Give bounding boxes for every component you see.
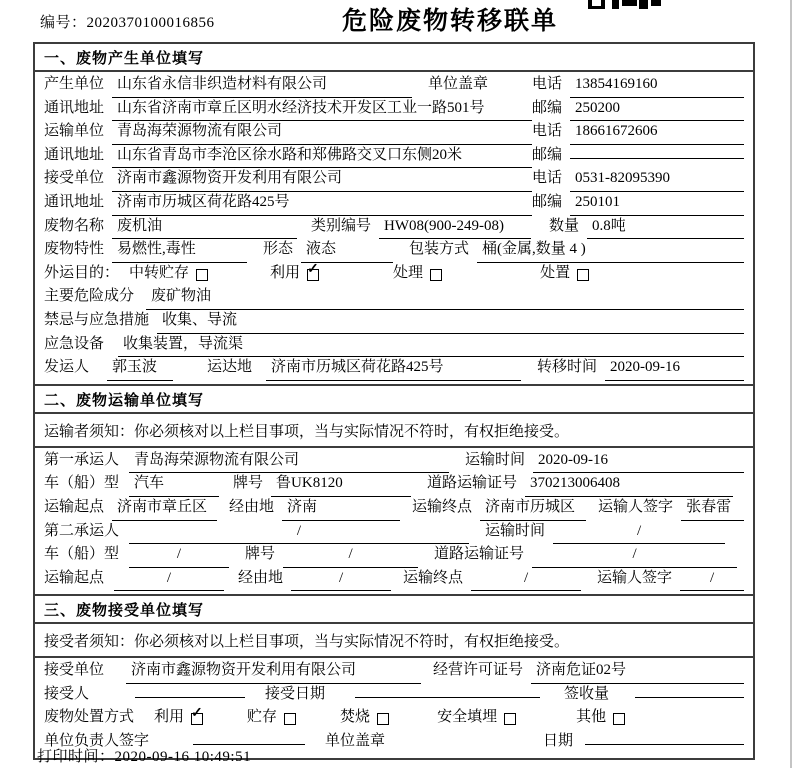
field-value: / — [291, 567, 391, 592]
checkbox-label: 安全填埋 — [437, 709, 498, 726]
field-label: 应急设备 — [44, 335, 105, 352]
field-label: 牌号 — [245, 546, 276, 563]
row-left — [44, 144, 532, 169]
checkbox-label: 处理 — [393, 264, 424, 281]
field-value: 250101 — [570, 191, 744, 216]
checkbox-label: 其他 — [576, 709, 607, 726]
field-label: 产生单位 — [44, 76, 105, 92]
checkbox-unchecked-icon — [613, 713, 625, 725]
row-left — [44, 73, 532, 98]
checkbox-field — [247, 706, 296, 730]
field-value: 废机油 — [112, 215, 297, 240]
field-value: 易燃性,毒性 — [112, 238, 247, 263]
row-left — [44, 167, 532, 192]
field-label: 牌号 — [233, 475, 264, 492]
checkbox-label: 利用 — [270, 264, 301, 281]
doc-number — [40, 11, 215, 32]
field-label: 日期 — [543, 733, 574, 750]
field-label: 转移时间 — [537, 359, 598, 376]
field-value: 汽车 — [129, 472, 219, 497]
checkbox-unchecked-icon — [577, 269, 589, 281]
field-value: 鲁UK8120 — [271, 472, 411, 497]
field-value: 山东省青岛市李沧区徐水路和郑佛路交叉口东侧20米 — [112, 144, 532, 169]
field-label: 电话 — [532, 76, 563, 92]
field-label: 数量 — [549, 217, 580, 234]
field-label: 第一承运人 — [44, 451, 120, 468]
field-value: 2020-09-16 — [533, 449, 744, 474]
field-value: 0.8吨 — [587, 215, 744, 240]
field-value: 370213006408 — [525, 472, 733, 497]
checkbox-label: 利用 — [154, 709, 185, 726]
row-left — [44, 262, 744, 286]
row-right — [532, 167, 744, 192]
section-receiver-title: 三、废物接受单位填写 — [35, 596, 753, 624]
field-label: 废物特性 — [44, 241, 105, 258]
row-left — [44, 215, 744, 240]
field-value — [135, 683, 245, 698]
row-left — [44, 472, 744, 497]
field-label: 运输时间 — [485, 522, 546, 539]
field-value — [585, 730, 744, 745]
qr-block — [639, 0, 648, 9]
row-right — [532, 97, 744, 122]
checkbox-unchecked-icon — [430, 269, 442, 281]
field-value: 收集装置，导流渠 — [118, 333, 744, 358]
field-value: 青岛海荣源物流有限公司 — [112, 120, 532, 145]
field-label: 包装方式 — [409, 241, 470, 258]
checkbox-field — [540, 262, 589, 286]
field-label: 单位负责人签字 — [44, 733, 150, 750]
field-label: 邮编 — [532, 99, 563, 116]
field-value: / — [283, 543, 418, 568]
row-left — [44, 496, 744, 521]
field-value: 桶(金属,数量 4 ) — [477, 238, 744, 263]
form-row — [44, 449, 744, 473]
field-value: HW08(900-249-08) — [379, 215, 531, 240]
transporter-notice: 运输者须知：你必须核对以上栏目事项，当与实际情况不符时，有权拒绝接受。 — [35, 414, 753, 448]
qr-code-fragment — [588, 0, 661, 9]
field-label: 通讯地址 — [44, 146, 105, 163]
row-left — [44, 309, 744, 334]
qr-block — [622, 0, 637, 6]
field-label: 发运人 — [44, 359, 90, 376]
field-label: 运输时间 — [465, 451, 526, 468]
form-row — [44, 356, 744, 380]
form-row — [44, 97, 744, 121]
form-row — [44, 262, 744, 286]
form-row — [44, 144, 744, 168]
field-label: 道路运输证号 — [427, 475, 518, 492]
field-value — [570, 144, 744, 159]
section-producer — [35, 44, 753, 384]
field-label: 第二承运人 — [44, 522, 120, 539]
receiver-notice: 接受者须知：你必须核对以上栏目事项，当与实际情况不符时，有权拒绝接受。 — [35, 624, 753, 658]
field-value: 山东省永信非织造材料有限公司 — [112, 73, 412, 98]
form-row — [44, 706, 744, 730]
field-value: / — [680, 567, 744, 592]
field-label: 接受单位 — [44, 170, 105, 187]
section-receiver-rows — [35, 658, 753, 757]
row-left — [44, 706, 744, 730]
field-label: 电话 — [532, 123, 563, 140]
field-label: 通讯地址 — [44, 193, 105, 210]
field-label: 运达地 — [207, 359, 253, 376]
form-row — [44, 683, 744, 707]
field-label: 形态 — [263, 241, 294, 258]
checkbox-unchecked-icon — [504, 713, 516, 725]
checkbox-label: 贮存 — [247, 709, 278, 726]
field-label: 通讯地址 — [44, 99, 105, 116]
field-value: 济南市鑫源物资开发利用有限公司 — [112, 167, 532, 192]
field-value: 济南 — [282, 496, 400, 521]
section-producer-rows — [35, 72, 753, 384]
field-label: 运输起点 — [44, 569, 105, 586]
field-value: 济南市历城区荷花路425号 — [266, 356, 521, 381]
field-value: 张春雷 — [681, 496, 744, 521]
doc-number-value: 2020370100016856 — [86, 15, 215, 31]
row-left — [44, 333, 744, 358]
qr-block — [612, 0, 619, 9]
field-label: 经由地 — [238, 569, 284, 586]
row-right — [532, 191, 744, 216]
field-label: 类别编号 — [311, 217, 372, 234]
field-value: 济南市鑫源物资开发利用有限公司 — [126, 659, 421, 684]
field-label: 单位盖章 — [325, 733, 386, 750]
field-label: 道路运输证号 — [434, 546, 525, 563]
print-time-value: 2020-09-16 10:49:51 — [114, 749, 252, 765]
row-left — [44, 191, 532, 216]
row-left — [44, 683, 744, 707]
field-label: 邮编 — [532, 146, 563, 163]
field-value: 济南危证02号 — [531, 659, 744, 684]
field-value: 青岛海荣源物流有限公司 — [129, 449, 449, 474]
field-label: 接受日期 — [265, 685, 326, 702]
field-label: 签收量 — [564, 685, 610, 702]
checkbox-unchecked-icon — [377, 713, 389, 725]
form-row — [44, 543, 744, 567]
form-row — [44, 191, 744, 215]
row-right — [532, 144, 744, 168]
section-transporter — [35, 384, 753, 595]
checkbox-checked-icon — [191, 713, 203, 725]
field-label: 运输人签字 — [597, 569, 673, 586]
field-label: 运输终点 — [412, 498, 473, 515]
form-row — [44, 73, 744, 97]
checkbox-field — [129, 262, 208, 286]
row-left — [44, 97, 532, 122]
field-label: 废物名称 — [44, 217, 105, 234]
form-row — [44, 333, 744, 357]
form-row — [44, 285, 744, 309]
field-label: 电话 — [532, 170, 563, 187]
field-value: 2020-09-16 — [605, 356, 744, 381]
field-label: 车（船）型 — [44, 475, 120, 492]
section-receiver — [35, 594, 753, 757]
qr-block — [588, 0, 605, 9]
form-row — [44, 472, 744, 496]
field-value — [193, 730, 305, 745]
field-label: 外运目的： — [44, 264, 120, 281]
section-transporter-title: 二、废物运输单位填写 — [35, 386, 753, 414]
field-value: 18661672606 — [570, 120, 744, 145]
print-time — [37, 745, 251, 766]
checkbox-unchecked-icon — [284, 713, 296, 725]
field-label: 运输终点 — [403, 569, 464, 586]
row-right — [532, 73, 744, 98]
row-left — [44, 543, 744, 568]
form-row — [44, 215, 744, 239]
checkbox-label: 中转贮存 — [129, 264, 190, 281]
field-value: 13854169160 — [570, 73, 744, 98]
field-value — [635, 683, 744, 698]
row-right — [532, 120, 744, 145]
checkbox-field — [270, 262, 319, 286]
field-value: / — [471, 567, 581, 592]
field-value — [355, 683, 540, 698]
form-row — [44, 520, 744, 544]
section-producer-title: 一、废物产生单位填写 — [35, 44, 753, 72]
form-row — [44, 238, 744, 262]
row-left — [44, 520, 744, 545]
field-value: / — [129, 520, 469, 545]
checkbox-field — [437, 706, 516, 730]
field-value: 郭玉波 — [107, 356, 173, 381]
field-value: 山东省济南市章丘区明水经济技术开发区工业一路501号 — [112, 97, 532, 122]
field-label: 禁忌与应急措施 — [44, 311, 150, 328]
field-label: 邮编 — [532, 193, 563, 210]
row-left — [44, 120, 532, 145]
section-transporter-rows — [35, 448, 753, 595]
form-row — [44, 567, 744, 591]
field-label: 接受单位 — [44, 662, 105, 679]
row-left — [44, 238, 744, 263]
field-label: 车（船）型 — [44, 546, 120, 563]
checkbox-field — [576, 706, 625, 730]
form-row — [44, 496, 744, 520]
field-value: 济南市历城区 — [480, 496, 586, 521]
field-label: 经营许可证号 — [433, 662, 524, 679]
checkbox-field — [393, 262, 442, 286]
field-value: / — [129, 543, 229, 568]
checkbox-field — [154, 706, 203, 730]
print-time-label: 打印时间： — [37, 749, 115, 765]
form-row — [44, 167, 744, 191]
row-left — [44, 449, 744, 474]
checkbox-checked-icon — [307, 269, 319, 281]
field-label: 运输单位 — [44, 123, 105, 140]
manifest-form-table — [33, 42, 755, 760]
field-value: 济南市章丘区 — [112, 496, 217, 521]
field-value: 收集、导流 — [157, 309, 744, 334]
checkbox-label: 焚烧 — [340, 709, 371, 726]
field-label: 运输人签字 — [598, 498, 674, 515]
row-left — [44, 659, 744, 684]
form-row — [44, 120, 744, 144]
field-value: / — [114, 567, 224, 592]
form-row — [44, 659, 744, 683]
page-title: 危险废物转移联单 — [341, 8, 559, 35]
field-value: 济南市历城区荷花路425号 — [112, 191, 532, 216]
checkbox-field — [340, 706, 389, 730]
field-label: 接受人 — [44, 685, 90, 702]
field-label: 运输起点 — [44, 498, 105, 515]
form-row — [44, 309, 744, 333]
checkbox-label: 处置 — [540, 264, 571, 281]
field-value: / — [553, 520, 725, 545]
field-value: 250200 — [570, 97, 744, 122]
doc-number-label: 编号： — [40, 15, 87, 31]
field-label: 经由地 — [229, 498, 275, 515]
row-left — [44, 356, 744, 381]
field-label: 废物处置方式 — [44, 709, 135, 726]
field-label: 主要危险成分 — [44, 288, 135, 305]
row-left — [44, 285, 744, 310]
field-value: 废矿物油 — [146, 285, 744, 310]
row-left — [44, 567, 744, 592]
checkbox-unchecked-icon — [196, 269, 208, 281]
qr-block — [651, 0, 661, 6]
page-right-edge-line — [790, 0, 792, 768]
field-value: 液态 — [301, 238, 393, 263]
field-label: 单位盖章 — [428, 76, 489, 92]
field-value: 0531-82095390 — [570, 167, 744, 192]
field-value: / — [532, 543, 737, 568]
